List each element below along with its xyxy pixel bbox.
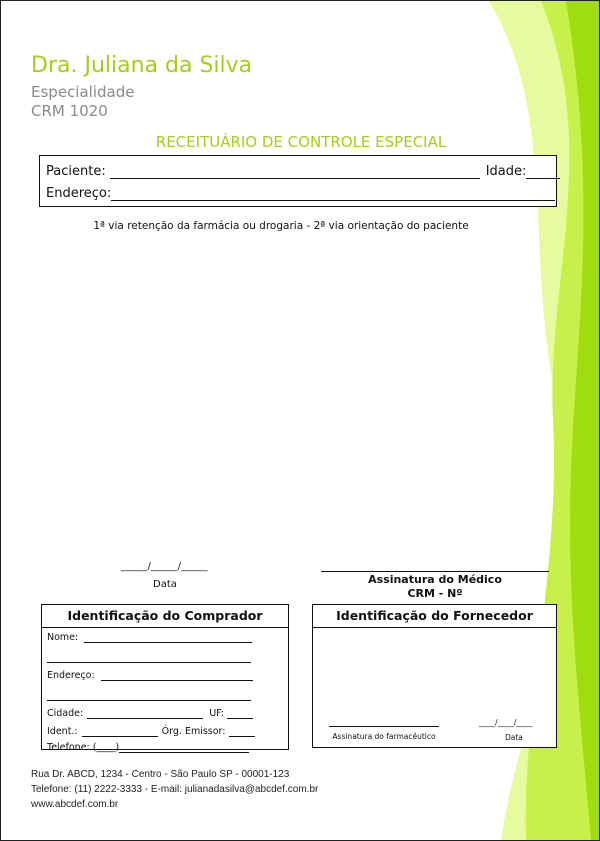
via-note: 1ª via retenção da farmácia ou drogaria - 2ª via orientação do paciente — [93, 220, 469, 232]
buyer-name-label: Nome: — [47, 632, 79, 643]
buyer-city-field[interactable] — [87, 709, 203, 719]
footer-website[interactable]: www.abcdef.com.br — [31, 799, 119, 810]
buyer-issuer-field[interactable] — [229, 727, 255, 737]
buyer-uf-label: UF: — [209, 708, 225, 719]
footer-address: Rua Dr. ABCD, 1234 - Centro - São Paulo SP - 00001-123 — [31, 769, 290, 780]
doctor-signature-label: Assinatura do Médico — [368, 573, 502, 586]
buyer-address-field-2[interactable] — [47, 691, 251, 701]
pharmacist-signature-label: Assinatura do farmacêutico — [332, 732, 436, 741]
buyer-ident-field[interactable] — [82, 727, 158, 737]
buyer-address-field[interactable] — [101, 671, 253, 681]
patient-box — [39, 155, 557, 207]
buyer-uf-field[interactable] — [227, 709, 253, 719]
buyer-box — [41, 604, 289, 753]
pharmacist-signature-line[interactable] — [329, 726, 439, 727]
supplier-date-label: Data — [505, 733, 523, 742]
buyer-phone-label: Telefone: — [47, 742, 90, 753]
form-title: RECEITUÁRIO DE CONTROLE ESPECIAL — [155, 133, 447, 151]
address-label: Endereço: — [46, 186, 112, 201]
patient-label: Paciente: — [46, 164, 106, 179]
buyer-city-label: Cidade: — [47, 708, 84, 719]
patient-field[interactable] — [110, 166, 480, 179]
footer-contact: Telefone: (11) 2222-3333 - E-mail: julianadasilva@abcdef.com.br — [31, 784, 319, 795]
supplier-date-field[interactable]: ____/____/____ — [479, 718, 533, 727]
supplier-title: Identificação do Fornecedor — [313, 605, 556, 628]
age-field[interactable] — [526, 166, 560, 179]
buyer-phone-field[interactable] — [119, 743, 249, 753]
buyer-phone-prefix: (____) — [92, 742, 120, 753]
buyer-issuer-label: Órg. Emissor: — [161, 726, 226, 737]
buyer-ident-label: Ident.: — [47, 726, 78, 737]
address-field[interactable] — [111, 188, 555, 201]
crm-number-label: CRM - Nº — [407, 587, 463, 600]
doctor-name: Dra. Juliana da Silva — [31, 53, 253, 78]
age-label: Idade: — [485, 164, 527, 179]
buyer-address-label: Endereço: — [47, 670, 95, 681]
buyer-title: Identificação do Comprador — [42, 605, 288, 628]
date-field[interactable]: _____/_____/_____ — [121, 561, 208, 572]
doctor-specialty: Especialidade — [31, 83, 135, 101]
date-label: Data — [153, 579, 177, 590]
doctor-signature-line[interactable] — [321, 571, 549, 572]
supplier-box — [312, 604, 557, 748]
buyer-name-field[interactable] — [84, 633, 252, 643]
doctor-crm: CRM 1020 — [31, 102, 108, 120]
buyer-name-field-2[interactable] — [47, 653, 251, 663]
